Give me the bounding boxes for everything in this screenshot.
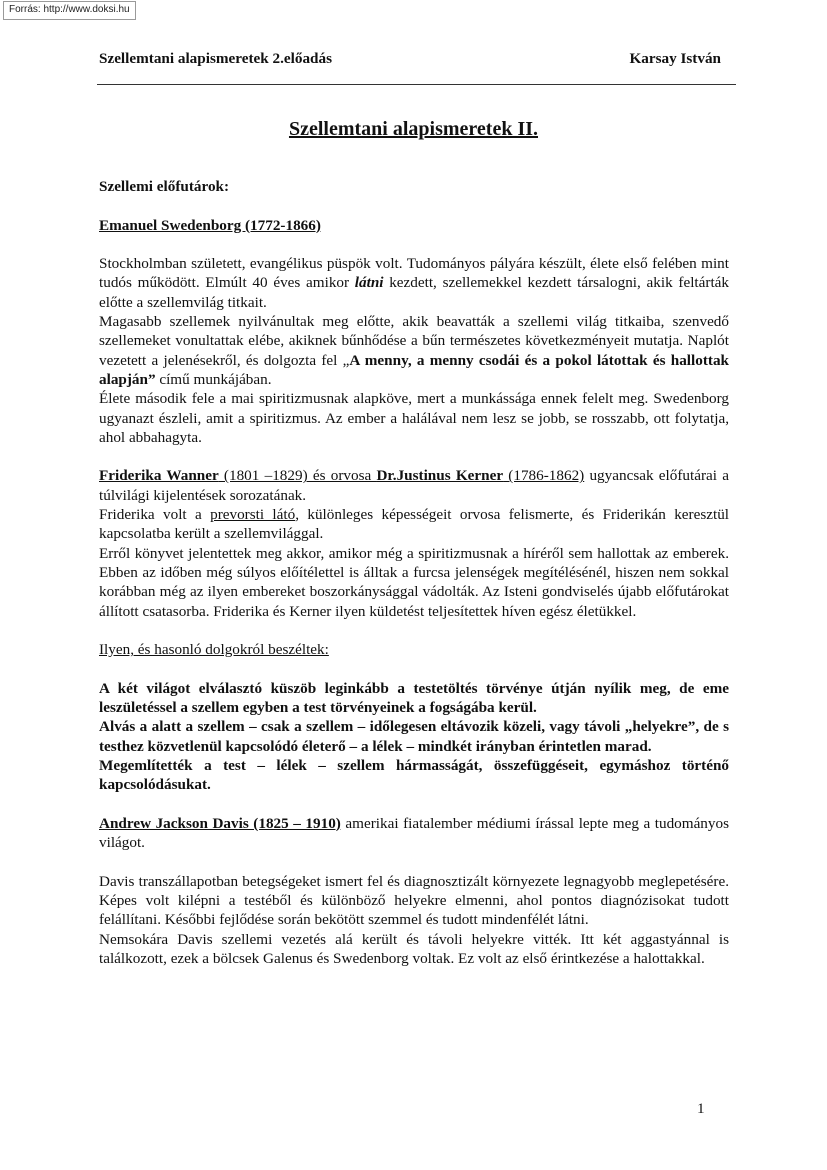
text-run: Friderika volt a bbox=[99, 506, 211, 524]
section-heading: Szellemi előfutárok: bbox=[99, 178, 230, 195]
document-title: Szellemtani alapismeretek II. bbox=[288, 118, 539, 140]
book-title: A menny, a menny csodái és a pokol látottak és hallottak alapján” bbox=[99, 351, 729, 388]
davis-paragraph-3: Nemsokára Davis szellemi vezetés alá került és távoli helyekre vitték. Itt két aggastyánnal is találkozott, ezek a bölcsek Galenus és Swedenborg voltak. Ez volt az első érintkezése a halottakkal. bbox=[99, 930, 729, 967]
swedenborg-paragraph-1 bbox=[99, 254, 729, 312]
davis-paragraph-1 bbox=[99, 814, 729, 853]
topics-heading: Ilyen, és hasonló dolgokról beszéltek: bbox=[99, 641, 329, 659]
person-dates: (1801 –1829) és orvosa bbox=[218, 467, 377, 485]
wanner-paragraph-2 bbox=[99, 505, 729, 544]
topic-3: Megemlítették a test – lélek – szellem hármasságát, összefüggéseit, egymáshoz történő kapcsolódásukat. bbox=[99, 756, 729, 794]
text-run: Stockholmban született, evangélikus püspök volt. Tudományos pályára készült, élete első felében mint tudós működött. Elmúlt 40 éves amikor bbox=[99, 255, 729, 292]
text-run: kezdett, szellemekkel kezdett társalogni, akik feltárták előtte a szellemvilág titkait. bbox=[99, 274, 729, 311]
emphasis-text: látni bbox=[354, 274, 384, 292]
text-run: ugyancsak előfutárai a túlvilági kijelentések sorozatának. bbox=[99, 467, 729, 504]
source-watermark: Forrás: http://www.doksi.hu bbox=[3, 1, 136, 20]
text-run: című munkájában. bbox=[155, 370, 272, 388]
wanner-paragraph-3: Erről könyvet jelentettek meg akkor, amikor még a spiritizmusnak a híréről sem hallottak az emberek. Ebben az időben még súlyos előítélettel is álltak a furcsa jelenségek megítélésénél, hiszen nem sokkal korábban még az ilyen embereket boszorkánysággal vádolták. Az Isteni gondviselés újabb előfutárokat állított csatasorba. Friderika és Kerner ilyen küldetést teljesítettek híven egész életükkel. bbox=[99, 544, 729, 620]
person-name: Dr.Justinus Kerner bbox=[376, 467, 504, 485]
wanner-paragraph-1 bbox=[99, 466, 729, 505]
person-name: Friderika Wanner bbox=[99, 467, 219, 485]
page-number: 1 bbox=[697, 1100, 705, 1117]
swedenborg-paragraph-3: Élete második fele a mai spiritizmusnak alapköve, mert a munkássága ennek felelt meg. Swedenborg ugyanazt észleli, amit a spiritizmus. Az ember a halálával nem lesz se jobb, se rosszabb, ott folytatja, ahol abbahagyta. bbox=[99, 390, 729, 446]
person-name: Andrew Jackson Davis (1825 – 1910) bbox=[99, 814, 341, 832]
topic-2: Alvás a alatt a szellem – csak a szellem – időlegesen eltávozik közeli, vagy távoli „helyekre”, de s testhez közvetlenül kapcsolódó életerő – a lélek – mindkét irányban érintetlen marad. bbox=[99, 718, 729, 755]
document-body bbox=[99, 177, 729, 968]
topic-1: A két világot elválasztó küszöb leginkább a testetöltés törvénye útján nyílik meg, de eme leszületéssel a szellem egyben a test törvényeinek a fogságába kerül. bbox=[99, 679, 729, 717]
header-course-title: Szellemtani alapismeretek 2.előadás bbox=[99, 50, 332, 67]
swedenborg-paragraph-2 bbox=[99, 312, 729, 389]
davis-paragraph-2: Davis transzállapotban betegségeket ismert fel és diagnosztizált környezete legnagyobb meglepetésére. Képes volt kilépni a testéből és különböző helyekre elmenni, ahol pontos diagnózisokat tudott felállítani. Későbbi fejlődése során bekötött szemmel és tudott mindenfélét látni. bbox=[99, 872, 729, 929]
text-run: , különleges képességeit orvosa felismerte, és Friderikán keresztül kapcsolatba került a szellemvilággal. bbox=[99, 506, 730, 543]
text-run: Magasabb szellemek nyilvánultak meg előtte, akik beavatták a szellemi világ titkaiba, szenvedő szellemeket vonultattak elébe, akiknek bűnhődése a bűn természetes következményeit mutatja. Naplót vezetett a jelenésekről, és dolgozta fel „ bbox=[99, 313, 729, 369]
underlined-term: prevorsti látó bbox=[210, 506, 296, 524]
header-divider bbox=[97, 84, 736, 85]
header-author: Karsay István bbox=[629, 50, 721, 67]
person-dates: (1786-1862) bbox=[503, 467, 585, 485]
text-run: amerikai fiatalember médiumi írással lepte meg a tudományos világot. bbox=[99, 814, 730, 852]
swedenborg-heading: Emanuel Swedenborg (1772-1866) bbox=[99, 216, 321, 234]
page-header bbox=[99, 50, 721, 70]
